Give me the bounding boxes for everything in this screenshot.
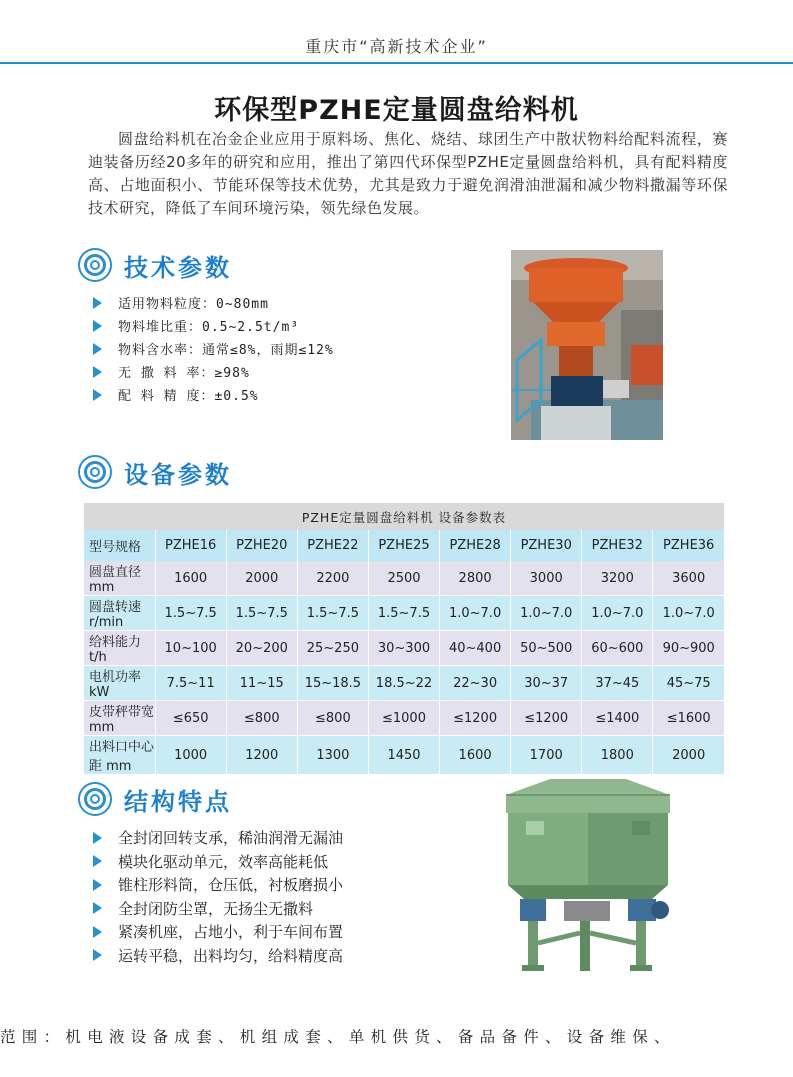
table-cell: 1.5~7.5 (368, 596, 439, 631)
table-header-cell: PZHE36 (653, 530, 725, 561)
table-cell: 1600 (155, 561, 226, 596)
table-cell: 18.5~22 (368, 666, 439, 701)
list-item: 全封闭防尘罩，无扬尘无撒料 (93, 897, 343, 921)
triangle-bullet-icon (93, 902, 102, 914)
table-cell: 30~37 (511, 666, 582, 701)
table-cell: 37~45 (582, 666, 653, 701)
table-cell: 2800 (440, 561, 511, 596)
table-cell: 40~400 (440, 631, 511, 666)
triangle-bullet-icon (93, 389, 102, 401)
list-item: 模块化驱动单元，效率高能耗低 (93, 850, 343, 874)
footer-scope-text: 范围：机电液设备成套、机组成套、单机供货、备品备件、设备维保、 (0, 1028, 676, 1046)
table-cell: 20~200 (226, 631, 297, 666)
table-row (84, 701, 725, 736)
table-header-cell: PZHE16 (155, 530, 226, 561)
table-cell: 1450 (368, 736, 439, 775)
list-item: 配 料 精 度：±0.5% (93, 383, 334, 406)
triangle-bullet-icon (93, 949, 102, 961)
table-cell: 30~300 (368, 631, 439, 666)
list-item: 全封闭回转支承，稀油润滑无漏油 (93, 826, 343, 850)
list-item: 物料堆比重：0.5~2.5t/m³ (93, 314, 334, 337)
table-cell: 1.5~7.5 (226, 596, 297, 631)
section-header-structure (78, 781, 232, 817)
table-cell: 1600 (440, 736, 511, 775)
table-cell: 3600 (653, 561, 725, 596)
table-cell: 11~15 (226, 666, 297, 701)
table-cell: 25~250 (297, 631, 368, 666)
section-title-structure: 结构特点 (124, 787, 232, 816)
section-header-tech (78, 247, 232, 283)
header-text: 重庆市“高新技术企业” (305, 37, 488, 56)
table-row-label: 圆盘直径 mm (84, 561, 155, 596)
table-row-label: 皮带秤带宽 mm (84, 701, 155, 736)
triangle-bullet-icon (93, 366, 102, 378)
table-cell: 15~18.5 (297, 666, 368, 701)
table-cell: 1.0~7.0 (511, 596, 582, 631)
table-cell: 2500 (368, 561, 439, 596)
table-row (84, 596, 725, 631)
triangle-bullet-icon (93, 926, 102, 938)
tech-param-list (93, 291, 334, 406)
triangle-bullet-icon (93, 879, 102, 891)
section-title-tech: 技术参数 (124, 253, 232, 282)
table-caption: PZHE定量圆盘给料机 设备参数表 (84, 503, 725, 530)
header-divider (0, 62, 793, 64)
table-row-label: 电机功率 kW (84, 666, 155, 701)
table-cell: 2000 (653, 736, 725, 775)
page-title: 环保型PZHE定量圆盘给料机 (214, 95, 579, 126)
table-cell: 1000 (155, 736, 226, 775)
table-row (84, 666, 725, 701)
table-header-row (84, 530, 725, 561)
table-cell: ≤1400 (582, 701, 653, 736)
table-cell: ≤800 (226, 701, 297, 736)
intro-paragraph: 圆盘给料机在冶金企业应用于原料场、焦化、烧结、球团生产中散状物料给配料流程，赛迪装备历经20多年的研究和应用，推出了第四代环保型PZHE定量圆盘给料机，具有配料精度高、占地面积小、节能环保等技术优势，尤其是致力于避免润滑油泄漏和减少物料撒漏等环保技术研究，降低了车间环境污染，领先绿色发展。 (88, 130, 728, 217)
table-cell: 1.0~7.0 (582, 596, 653, 631)
table-row-label: 圆盘转速 r/min (84, 596, 155, 631)
section-title-equipment: 设备参数 (124, 460, 232, 489)
table-row-label: 出料口中心距 mm (84, 736, 155, 775)
triangle-bullet-icon (93, 297, 102, 309)
table-cell: 1700 (511, 736, 582, 775)
table-header-cell: PZHE28 (440, 530, 511, 561)
table-cell: 3200 (582, 561, 653, 596)
list-item: 适用物料粒度：0~80mm (93, 291, 334, 314)
spec-table (84, 503, 725, 775)
table-cell: 1.0~7.0 (653, 596, 725, 631)
table-cell: ≤800 (297, 701, 368, 736)
installed-feeder-photo (511, 250, 663, 440)
table-cell: 1.0~7.0 (440, 596, 511, 631)
section-header-equipment (78, 454, 232, 490)
target-icon (78, 248, 112, 282)
table-header-cell: PZHE30 (511, 530, 582, 561)
table-cell: 7.5~11 (155, 666, 226, 701)
table-header-cell: PZHE25 (368, 530, 439, 561)
table-cell: 1800 (582, 736, 653, 775)
list-item: 运转平稳，出料均匀，给料精度高 (93, 944, 343, 968)
table-cell: ≤1200 (440, 701, 511, 736)
table-cell: 1300 (297, 736, 368, 775)
table-row (84, 736, 725, 775)
table-row (84, 561, 725, 596)
triangle-bullet-icon (93, 343, 102, 355)
list-item: 锥柱形料筒，仓压低，衬板磨损小 (93, 873, 343, 897)
table-cell: 1.5~7.5 (297, 596, 368, 631)
triangle-bullet-icon (93, 832, 102, 844)
table-cell: 50~500 (511, 631, 582, 666)
triangle-bullet-icon (93, 855, 102, 867)
table-row-label: 给料能力 t/h (84, 631, 155, 666)
table-cell: ≤1600 (653, 701, 725, 736)
list-item: 物料含水率：通常≤8%，雨期≤12% (93, 337, 334, 360)
structure-feature-list (93, 826, 343, 967)
list-item: 无 撒 料 率：≥98% (93, 360, 334, 383)
target-icon (78, 782, 112, 816)
table-cell: 3000 (511, 561, 582, 596)
table-cell: 10~100 (155, 631, 226, 666)
table-cell: 2000 (226, 561, 297, 596)
table-cell: 1.5~7.5 (155, 596, 226, 631)
table-row-label: 型号规格 (84, 530, 155, 561)
table-cell: 60~600 (582, 631, 653, 666)
triangle-bullet-icon (93, 320, 102, 332)
table-header-cell: PZHE20 (226, 530, 297, 561)
feeder-machine-illustration (488, 773, 686, 973)
table-cell: 22~30 (440, 666, 511, 701)
table-caption-row (84, 503, 725, 530)
table-cell: 90~900 (653, 631, 725, 666)
list-item: 紧凑机座，占地小，利于车间布置 (93, 920, 343, 944)
table-header-cell: PZHE32 (582, 530, 653, 561)
table-cell: 45~75 (653, 666, 725, 701)
table-header-cell: PZHE22 (297, 530, 368, 561)
target-icon (78, 455, 112, 489)
table-cell: 2200 (297, 561, 368, 596)
table-cell: ≤650 (155, 701, 226, 736)
table-cell: ≤1200 (511, 701, 582, 736)
table-cell: 1200 (226, 736, 297, 775)
table-row (84, 631, 725, 666)
table-cell: ≤1000 (368, 701, 439, 736)
